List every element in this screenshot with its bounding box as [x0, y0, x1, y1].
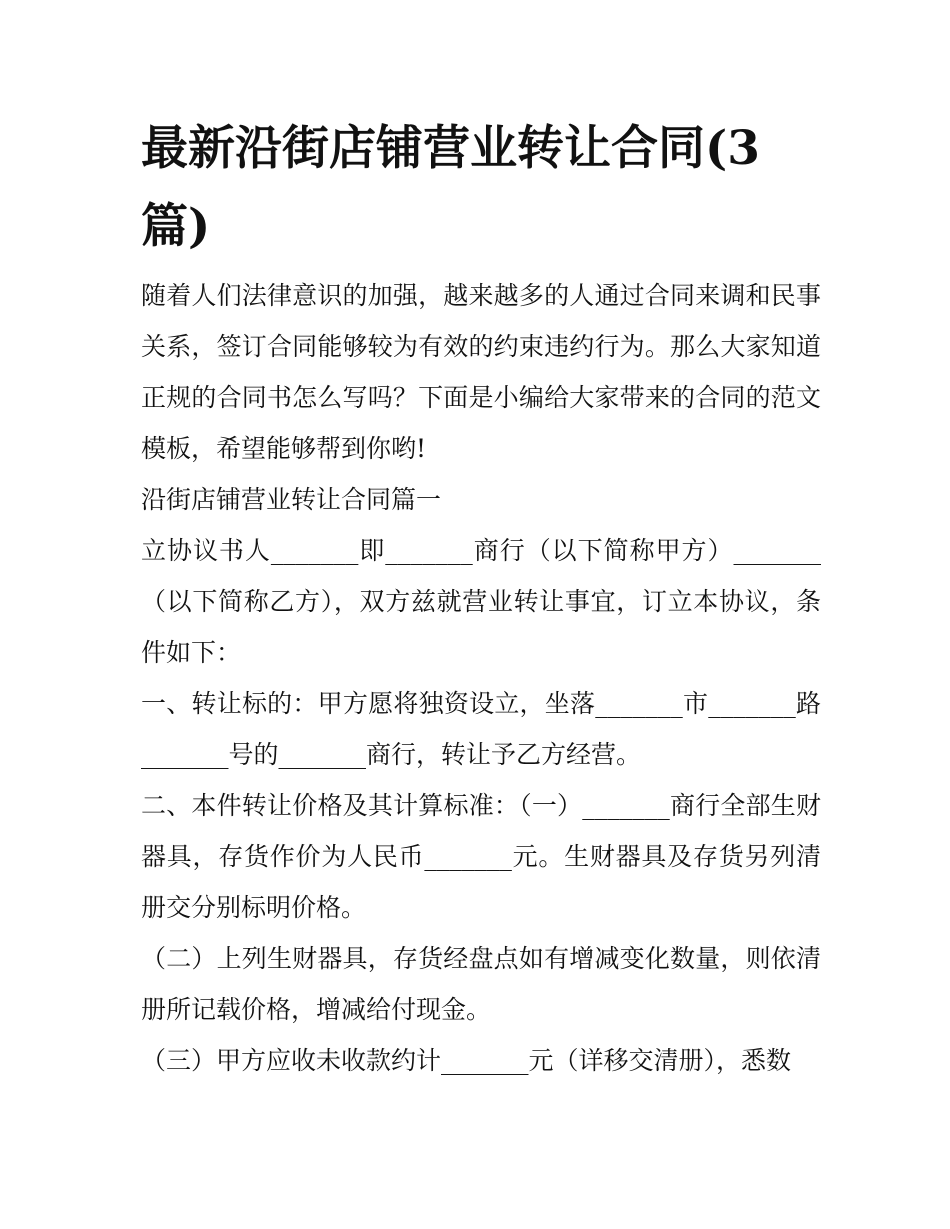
contract-paragraph-2-3: （三）甲方应收未收款约计_______元（详移交清册），悉数	[141, 1046, 792, 1075]
contract-paragraph-2: 二、本件转让价格及其计算标准：（一）_______商行全部生财器具，存货作价为人民币_______元。生财器具及存货另列清册交分别标明价格。	[141, 791, 821, 922]
document-title: 最新沿街店铺营业转让合同(3篇)	[141, 121, 760, 254]
contract-paragraph-2-2: （二）上列生财器具，存货经盘点如有增减变化数量，则依清册所记载价格，增减给付现金。	[141, 944, 821, 1024]
contract-paragraph-1: 一、转让标的：甲方愿将独资设立，坐落_______市_______路_______号的_______商行，转让予乙方经营。	[141, 689, 821, 769]
intro-paragraph: 随着人们法律意识的加强，越来越多的人通过合同来调和民事关系，签订合同能够较为有效的约束违约行为。那么大家知道正规的合同书怎么写吗？下面是小编给大家带来的合同的范文模板，希望能够帮到你哟!	[141, 281, 821, 463]
document-page	[141, 110, 821, 1086]
contract-paragraph-preamble: 立协议书人_______即_______商行（以下简称甲方）_______（以下简称乙方），双方兹就营业转让事宜，订立本协议，条件如下：	[141, 536, 821, 667]
section-heading: 沿街店铺营业转让合同篇一	[141, 485, 442, 514]
